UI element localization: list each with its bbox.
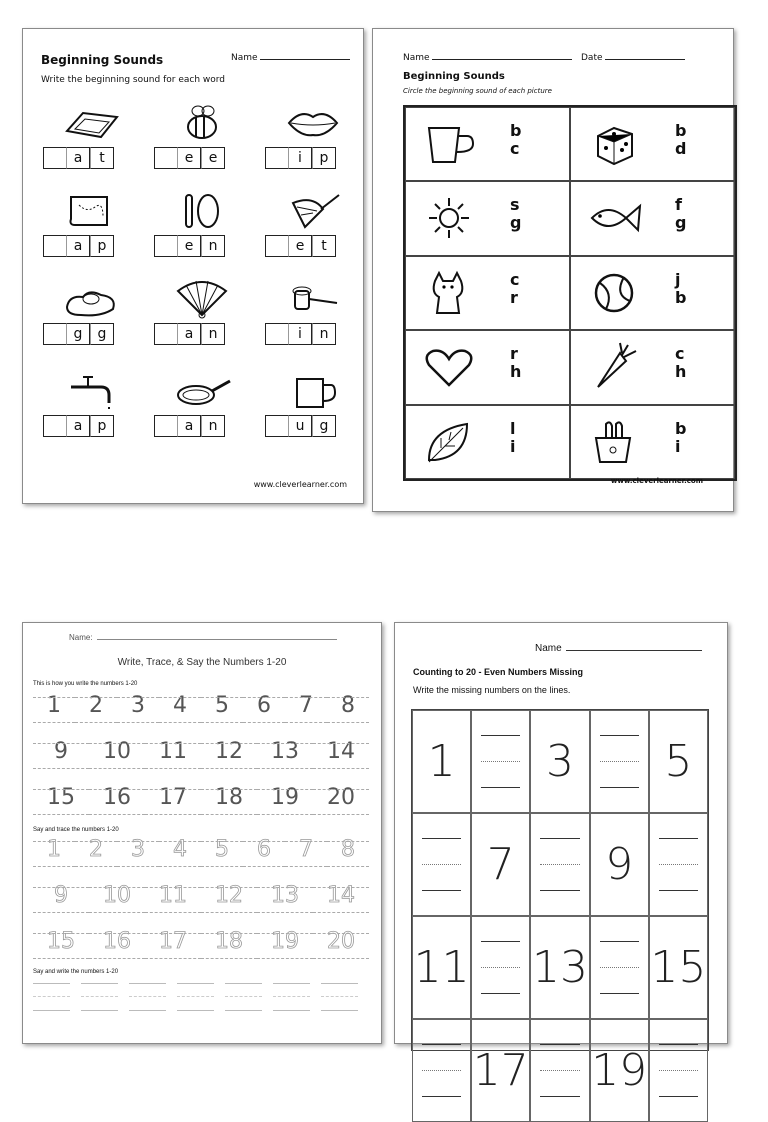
number-cell: 15 bbox=[649, 916, 708, 1019]
sun-icon bbox=[418, 192, 480, 244]
letter-choices bbox=[675, 420, 686, 456]
trace-number[interactable]: 6 bbox=[243, 837, 285, 869]
model-number: 19 bbox=[257, 785, 313, 817]
picture-cell bbox=[405, 405, 570, 479]
word-item bbox=[265, 369, 361, 443]
fan-icon bbox=[172, 277, 232, 319]
sheet3-title: Write, Trace, & Say the Numbers 1-20 bbox=[117, 657, 287, 668]
letter-boxes bbox=[265, 415, 336, 437]
write-line[interactable] bbox=[129, 983, 166, 1011]
tap-icon bbox=[61, 369, 121, 411]
word-item bbox=[43, 101, 139, 175]
word-item bbox=[43, 369, 139, 443]
letter-boxes bbox=[265, 147, 336, 169]
missing-number-blank[interactable] bbox=[412, 813, 471, 916]
picture-cell bbox=[570, 107, 735, 181]
model-number: 2 bbox=[75, 693, 117, 725]
sheet2-footer: www.cleverlearner.com bbox=[610, 477, 703, 485]
blank-letter-box[interactable] bbox=[154, 147, 177, 169]
missing-number-blank[interactable] bbox=[412, 1019, 471, 1122]
model-number: 14 bbox=[313, 739, 369, 771]
blank-letter-box[interactable] bbox=[265, 323, 288, 345]
sheet3-name-label: Name: bbox=[69, 633, 337, 642]
sheet1-title: Beginning Sounds bbox=[41, 53, 164, 67]
letter-boxes bbox=[154, 147, 225, 169]
letter-choice[interactable]: s bbox=[510, 195, 520, 215]
number-cell: 17 bbox=[471, 1019, 530, 1122]
letter-choice[interactable]: b bbox=[675, 287, 687, 307]
trace-number[interactable]: 10 bbox=[89, 883, 145, 915]
picture-cell bbox=[570, 181, 735, 255]
word-item bbox=[43, 277, 139, 351]
letter-choices bbox=[510, 345, 521, 381]
letter-box: p bbox=[312, 147, 336, 169]
number-cell: 19 bbox=[590, 1019, 649, 1122]
letter-boxes bbox=[43, 323, 114, 345]
model-number: 18 bbox=[201, 785, 257, 817]
model-number: 20 bbox=[313, 785, 369, 817]
trace-number[interactable]: 8 bbox=[327, 837, 369, 869]
mug-icon bbox=[283, 369, 343, 411]
word-item bbox=[265, 277, 361, 351]
letter-choice[interactable]: i bbox=[675, 436, 681, 456]
blank-letter-box[interactable] bbox=[154, 415, 177, 437]
letter-choice[interactable]: f bbox=[675, 195, 682, 215]
map-icon bbox=[61, 189, 121, 231]
ten-icon bbox=[172, 189, 232, 231]
missing-number-blank[interactable] bbox=[530, 813, 589, 916]
sheet4-title: Counting to 20 - Even Numbers Missing bbox=[413, 667, 584, 677]
trace-number[interactable]: 15 bbox=[33, 929, 89, 961]
letter-box: i bbox=[288, 147, 312, 169]
picture-cell bbox=[405, 107, 570, 181]
worksheet-beginning-sounds-circle bbox=[372, 28, 734, 512]
letter-choice[interactable]: r bbox=[510, 287, 518, 307]
letter-box: t bbox=[312, 235, 336, 257]
trace-number[interactable]: 14 bbox=[313, 883, 369, 915]
number-cell: 3 bbox=[530, 710, 589, 813]
letter-box: n bbox=[201, 323, 225, 345]
write-line[interactable] bbox=[273, 983, 310, 1011]
model-number: 7 bbox=[285, 693, 327, 725]
word-item bbox=[265, 189, 361, 263]
picture-cell bbox=[405, 256, 570, 330]
model-number: 11 bbox=[145, 739, 201, 771]
letter-boxes bbox=[43, 147, 114, 169]
letter-box: n bbox=[201, 235, 225, 257]
blank-letter-box[interactable] bbox=[265, 415, 288, 437]
sheet4-name-label: Name bbox=[535, 643, 702, 654]
letter-choice[interactable]: h bbox=[510, 362, 522, 382]
dice-icon bbox=[583, 118, 645, 170]
worksheet-beginning-sounds-write bbox=[22, 28, 364, 504]
model-number: 15 bbox=[33, 785, 89, 817]
trace-number[interactable]: 3 bbox=[117, 837, 159, 869]
model-number: 16 bbox=[89, 785, 145, 817]
letter-box: n bbox=[312, 323, 336, 345]
picture-cell bbox=[405, 330, 570, 404]
letter-box: g bbox=[90, 323, 114, 345]
sheet1-footer: www.cleverlearner.com bbox=[253, 480, 347, 489]
letter-box: e bbox=[288, 235, 312, 257]
trace-number[interactable]: 17 bbox=[145, 929, 201, 961]
fish-icon bbox=[583, 192, 645, 244]
number-cell: 11 bbox=[412, 916, 471, 1019]
letter-box: t bbox=[90, 147, 114, 169]
sheet3-trace-row-2 bbox=[33, 883, 369, 915]
letter-choice[interactable]: c bbox=[510, 269, 520, 289]
picture-cell bbox=[570, 405, 735, 479]
blank-letter-box[interactable] bbox=[265, 235, 288, 257]
sheet3-write-row bbox=[33, 983, 358, 1011]
model-number: 10 bbox=[89, 739, 145, 771]
letter-box: a bbox=[66, 415, 90, 437]
letter-box: p bbox=[90, 415, 114, 437]
sheet2-date-label: Date bbox=[581, 53, 685, 63]
letter-choices bbox=[675, 196, 686, 232]
pan-icon bbox=[172, 369, 232, 411]
trace-number[interactable]: 18 bbox=[201, 929, 257, 961]
letter-boxes bbox=[154, 415, 225, 437]
lips-icon bbox=[283, 101, 343, 143]
trace-number[interactable]: 2 bbox=[75, 837, 117, 869]
letter-box: a bbox=[66, 147, 90, 169]
ball-icon bbox=[583, 267, 645, 319]
picture-cell bbox=[570, 256, 735, 330]
trace-number[interactable]: 11 bbox=[145, 883, 201, 915]
model-number: 5 bbox=[201, 693, 243, 725]
model-number: 13 bbox=[257, 739, 313, 771]
bag-icon bbox=[583, 416, 645, 468]
letter-choice[interactable]: b bbox=[675, 418, 687, 438]
trace-number[interactable]: 12 bbox=[201, 883, 257, 915]
letter-choice[interactable]: i bbox=[510, 436, 516, 456]
letter-choices bbox=[510, 271, 519, 307]
sheet2-title: Beginning Sounds bbox=[403, 71, 505, 82]
sheet2-grid bbox=[403, 105, 737, 481]
letter-box: u bbox=[288, 415, 312, 437]
number-cell: 13 bbox=[530, 916, 589, 1019]
model-number: 17 bbox=[145, 785, 201, 817]
sheet4-number-grid bbox=[411, 709, 709, 1096]
mat-icon bbox=[61, 101, 121, 143]
trace-number[interactable]: 4 bbox=[159, 837, 201, 869]
number-cell: 5 bbox=[649, 710, 708, 813]
missing-number-blank[interactable] bbox=[649, 1019, 708, 1122]
letter-box: g bbox=[312, 415, 336, 437]
word-item bbox=[154, 189, 250, 263]
picture-cell bbox=[405, 181, 570, 255]
write-line[interactable] bbox=[81, 983, 118, 1011]
letter-choice[interactable]: c bbox=[510, 139, 520, 158]
net-icon bbox=[283, 189, 343, 231]
word-item bbox=[154, 101, 250, 175]
model-number: 6 bbox=[243, 693, 285, 725]
letter-choices bbox=[510, 420, 515, 456]
sheet3-section1-label: This is how you write the numbers 1-20 bbox=[33, 681, 138, 687]
letter-choice[interactable]: l bbox=[510, 418, 516, 438]
letter-choice[interactable]: g bbox=[510, 213, 522, 233]
missing-number-blank[interactable] bbox=[649, 813, 708, 916]
model-number: 4 bbox=[159, 693, 201, 725]
number-cell: 9 bbox=[590, 813, 649, 916]
word-item bbox=[43, 189, 139, 263]
letter-choices bbox=[675, 122, 686, 158]
model-number: 12 bbox=[201, 739, 257, 771]
blank-letter-box[interactable] bbox=[154, 235, 177, 257]
write-line[interactable] bbox=[225, 983, 262, 1011]
model-number: 9 bbox=[33, 739, 89, 771]
letter-boxes bbox=[265, 235, 336, 257]
trace-number[interactable]: 20 bbox=[313, 929, 369, 961]
write-line[interactable] bbox=[33, 983, 70, 1011]
letter-box: e bbox=[177, 147, 201, 169]
picture-cell bbox=[570, 330, 735, 404]
worksheet-counting-even-missing bbox=[394, 622, 728, 1096]
write-line[interactable] bbox=[321, 983, 358, 1011]
trace-number[interactable]: 1 bbox=[33, 837, 75, 869]
missing-number-blank[interactable] bbox=[590, 710, 649, 813]
number-cell: 1 bbox=[412, 710, 471, 813]
letter-choice[interactable]: b bbox=[510, 121, 522, 140]
letter-box: n bbox=[201, 415, 225, 437]
letter-box: e bbox=[177, 235, 201, 257]
sheet4-instruction: Write the missing numbers on the lines. bbox=[413, 685, 571, 695]
letter-choice[interactable]: b bbox=[675, 121, 687, 140]
sheet1-instruction: Write the beginning sound for each word bbox=[41, 75, 226, 85]
letter-choice[interactable]: r bbox=[510, 344, 518, 364]
heart-icon bbox=[418, 341, 480, 393]
letter-boxes bbox=[265, 323, 336, 345]
trace-number[interactable]: 5 bbox=[201, 837, 243, 869]
sheet3-model-row-2 bbox=[33, 739, 369, 771]
letter-choices bbox=[510, 122, 521, 158]
pin-icon bbox=[283, 277, 343, 319]
blank-letter-box[interactable] bbox=[265, 147, 288, 169]
worksheet-write-trace-numbers bbox=[22, 622, 382, 1044]
letter-choice[interactable]: j bbox=[675, 269, 681, 289]
cup-icon bbox=[418, 118, 480, 170]
letter-box: a bbox=[177, 415, 201, 437]
sheet3-model-row-3 bbox=[33, 785, 369, 817]
number-cell: 7 bbox=[471, 813, 530, 916]
write-line[interactable] bbox=[177, 983, 214, 1011]
letter-boxes bbox=[43, 415, 114, 437]
trace-number[interactable]: 13 bbox=[257, 883, 313, 915]
model-number: 3 bbox=[117, 693, 159, 725]
letter-box: e bbox=[201, 147, 225, 169]
model-number: 8 bbox=[327, 693, 369, 725]
letter-box: a bbox=[177, 323, 201, 345]
letter-choices bbox=[675, 271, 686, 307]
missing-number-blank[interactable] bbox=[471, 916, 530, 1019]
letter-choice[interactable]: h bbox=[675, 362, 687, 382]
trace-number[interactable]: 7 bbox=[285, 837, 327, 869]
letter-choice[interactable]: c bbox=[675, 344, 685, 364]
sheet2-instruction: Circle the beginning sound of each picture bbox=[403, 87, 552, 95]
sheet2-name-label: Name bbox=[403, 53, 572, 63]
word-item bbox=[265, 101, 361, 175]
trace-number[interactable]: 19 bbox=[257, 929, 313, 961]
leaf-icon bbox=[418, 416, 480, 468]
missing-number-blank[interactable] bbox=[530, 1019, 589, 1122]
missing-number-blank[interactable] bbox=[590, 916, 649, 1019]
letter-choice[interactable]: g bbox=[675, 213, 687, 233]
letter-box: g bbox=[66, 323, 90, 345]
sheet3-trace-row-1 bbox=[33, 837, 369, 869]
egg-icon bbox=[61, 277, 121, 319]
sheet3-section3-label: Say and write the numbers 1-20 bbox=[33, 969, 119, 975]
letter-box: a bbox=[66, 235, 90, 257]
sheet3-section2-label: Say and trace the numbers 1-20 bbox=[33, 827, 119, 833]
letter-choice[interactable]: d bbox=[675, 139, 687, 158]
missing-number-blank[interactable] bbox=[471, 710, 530, 813]
sheet3-model-row-1 bbox=[33, 693, 369, 725]
sheet1-name-label: Name bbox=[231, 53, 350, 63]
trace-number[interactable]: 16 bbox=[89, 929, 145, 961]
bee-icon bbox=[172, 101, 232, 143]
cat-icon bbox=[418, 267, 480, 319]
word-item bbox=[154, 369, 250, 443]
letter-boxes bbox=[154, 235, 225, 257]
letter-box: i bbox=[288, 323, 312, 345]
model-number: 1 bbox=[33, 693, 75, 725]
blank-letter-box[interactable] bbox=[154, 323, 177, 345]
blank-letter-box[interactable] bbox=[43, 323, 66, 345]
trace-number[interactable]: 9 bbox=[33, 883, 89, 915]
word-item bbox=[154, 277, 250, 351]
blank-letter-box[interactable] bbox=[43, 235, 66, 257]
sheet3-trace-row-3 bbox=[33, 929, 369, 961]
letter-choices bbox=[675, 345, 686, 381]
letter-boxes bbox=[154, 323, 225, 345]
blank-letter-box[interactable] bbox=[43, 147, 66, 169]
letter-boxes bbox=[43, 235, 114, 257]
letter-box: p bbox=[90, 235, 114, 257]
blank-letter-box[interactable] bbox=[43, 415, 66, 437]
letter-choices bbox=[510, 196, 521, 232]
carrot-icon bbox=[583, 341, 645, 393]
